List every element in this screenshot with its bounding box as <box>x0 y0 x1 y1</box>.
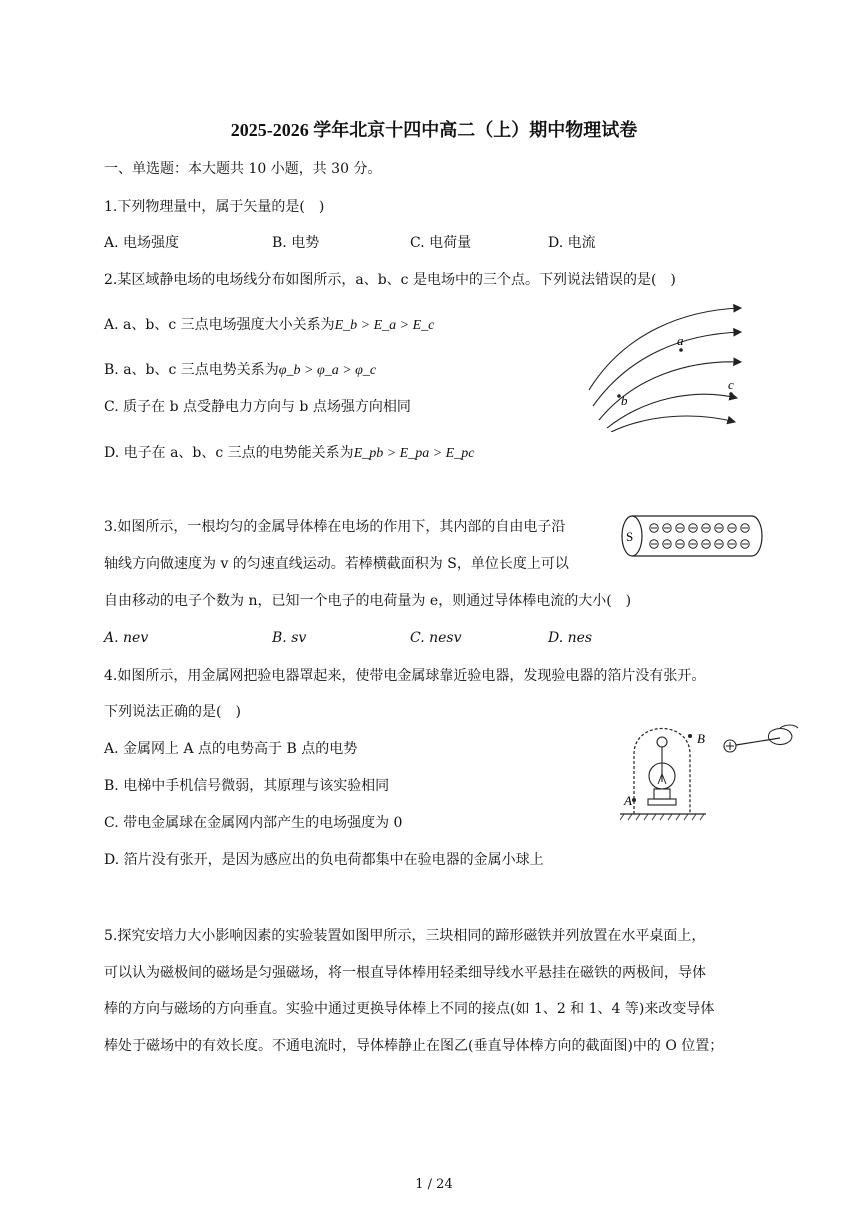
q4-option-c: C. 带电金属球在金属网内部产生的电场强度为 0 <box>104 815 403 831</box>
q2-option-a-text: A. a、b、c 三点电场强度大小关系为 <box>104 317 335 333</box>
q5-line-1: 5.探究安培力大小影响因素的实验装置如图甲所示，三块相同的蹄形磁铁并列放置在水平桌面上， <box>104 928 706 944</box>
point-b-label: b <box>621 393 628 408</box>
q3-line-1: 3.如图所示，一根均匀的金属导体棒在电场的作用下，其内部的自由电子沿 <box>104 519 566 535</box>
q3-option-d: D. nes <box>548 630 593 646</box>
q3-option-b: B. sv <box>272 630 307 646</box>
electron-row-bottom <box>650 540 749 548</box>
q1-option-a: A. 电场强度 <box>104 235 180 251</box>
conductor-rod-figure <box>620 514 764 558</box>
q4-line-1: 4.如图所示，用金属网把验电器罩起来，使带电金属球靠近验电器，发现验电器的箔片没有张开。 <box>104 668 706 684</box>
point-B-label: B <box>697 731 705 746</box>
q2-option-b <box>104 361 376 380</box>
field-lines-figure <box>585 302 745 432</box>
q4-option-b: B. 电梯中手机信号微弱，其原理与该实验相同 <box>104 778 390 794</box>
q2-option-d-text: D. 电子在 a、b、c 三点的电势能关系为 <box>104 445 354 461</box>
q2-formula-a: E_b > E_a > E_c <box>334 318 435 333</box>
q5-line-2: 可以认为磁极间的磁场是匀强磁场，将一根直导体棒用轻柔细导线水平悬挂在磁铁的两极间，导体 <box>104 965 706 981</box>
point-a-label: a <box>677 333 684 348</box>
q2-option-a <box>104 316 434 335</box>
q3-line-3: 自由移动的电子个数为 n，已知一个电子的电荷量为 e，则通过导体棒电流的大小( ) <box>104 593 632 609</box>
q3-option-a: A. nev <box>104 630 149 646</box>
q4-option-a: A. 金属网上 A 点的电势高于 B 点的电势 <box>104 741 358 757</box>
page-title: 2025-2026 学年北京十四中高二（上）期中物理试卷 <box>230 120 638 140</box>
q4-option-d: D. 箔片没有张开，是因为感应出的负电荷都集中在验电器的金属小球上 <box>104 852 544 868</box>
q1-option-d: D. 电流 <box>548 235 596 251</box>
q1-option-c: C. 电荷量 <box>410 235 472 251</box>
section-heading: 一、单选题：本大题共 10 小题，共 30 分。 <box>104 161 382 177</box>
q5-line-4: 棒处于磁场中的有效长度。不通电流时，导体棒静止在图乙(垂直导体棒方向的截面图)中的 O 位置； <box>104 1038 724 1054</box>
electroscope-figure <box>620 718 804 828</box>
q4-line-2: 下列说法正确的是( ) <box>104 704 241 720</box>
q2-stem: 2.某区域静电场的电场线分布如图所示，a、b、c 是电场中的三个点。下列说法错误的是( ) <box>104 272 676 288</box>
q1-stem: 1.下列物理量中，属于矢量的是( ) <box>104 199 325 215</box>
page-number: 1 / 24 <box>415 1177 453 1192</box>
electron-row-top <box>650 524 749 532</box>
cross-section-label: S <box>626 529 634 544</box>
q5-line-3: 棒的方向与磁场的方向垂直。实验中通过更换导体棒上不同的接点(如 1、2 和 1、4 等)来改变导体 <box>104 1001 715 1017</box>
q3-option-c: C. nesv <box>410 630 462 646</box>
q2-option-d <box>104 444 474 463</box>
q3-line-2: 轴线方向做速度为 v 的匀速直线运动。若棒横截面积为 S，单位长度上可以 <box>104 556 569 572</box>
q2-formula-b: φ_b > φ_a > φ_c <box>278 363 377 378</box>
point-c-label: c <box>728 377 734 392</box>
q1-option-b: B. 电势 <box>272 235 320 251</box>
q2-formula-d: E_pb > E_pa > E_pc <box>353 446 475 461</box>
q2-option-b-text: B. a、b、c 三点电势关系为 <box>104 362 279 378</box>
point-A-label: A <box>624 793 632 808</box>
q2-option-c: C. 质子在 b 点受静电力方向与 b 点场强方向相同 <box>104 399 411 415</box>
